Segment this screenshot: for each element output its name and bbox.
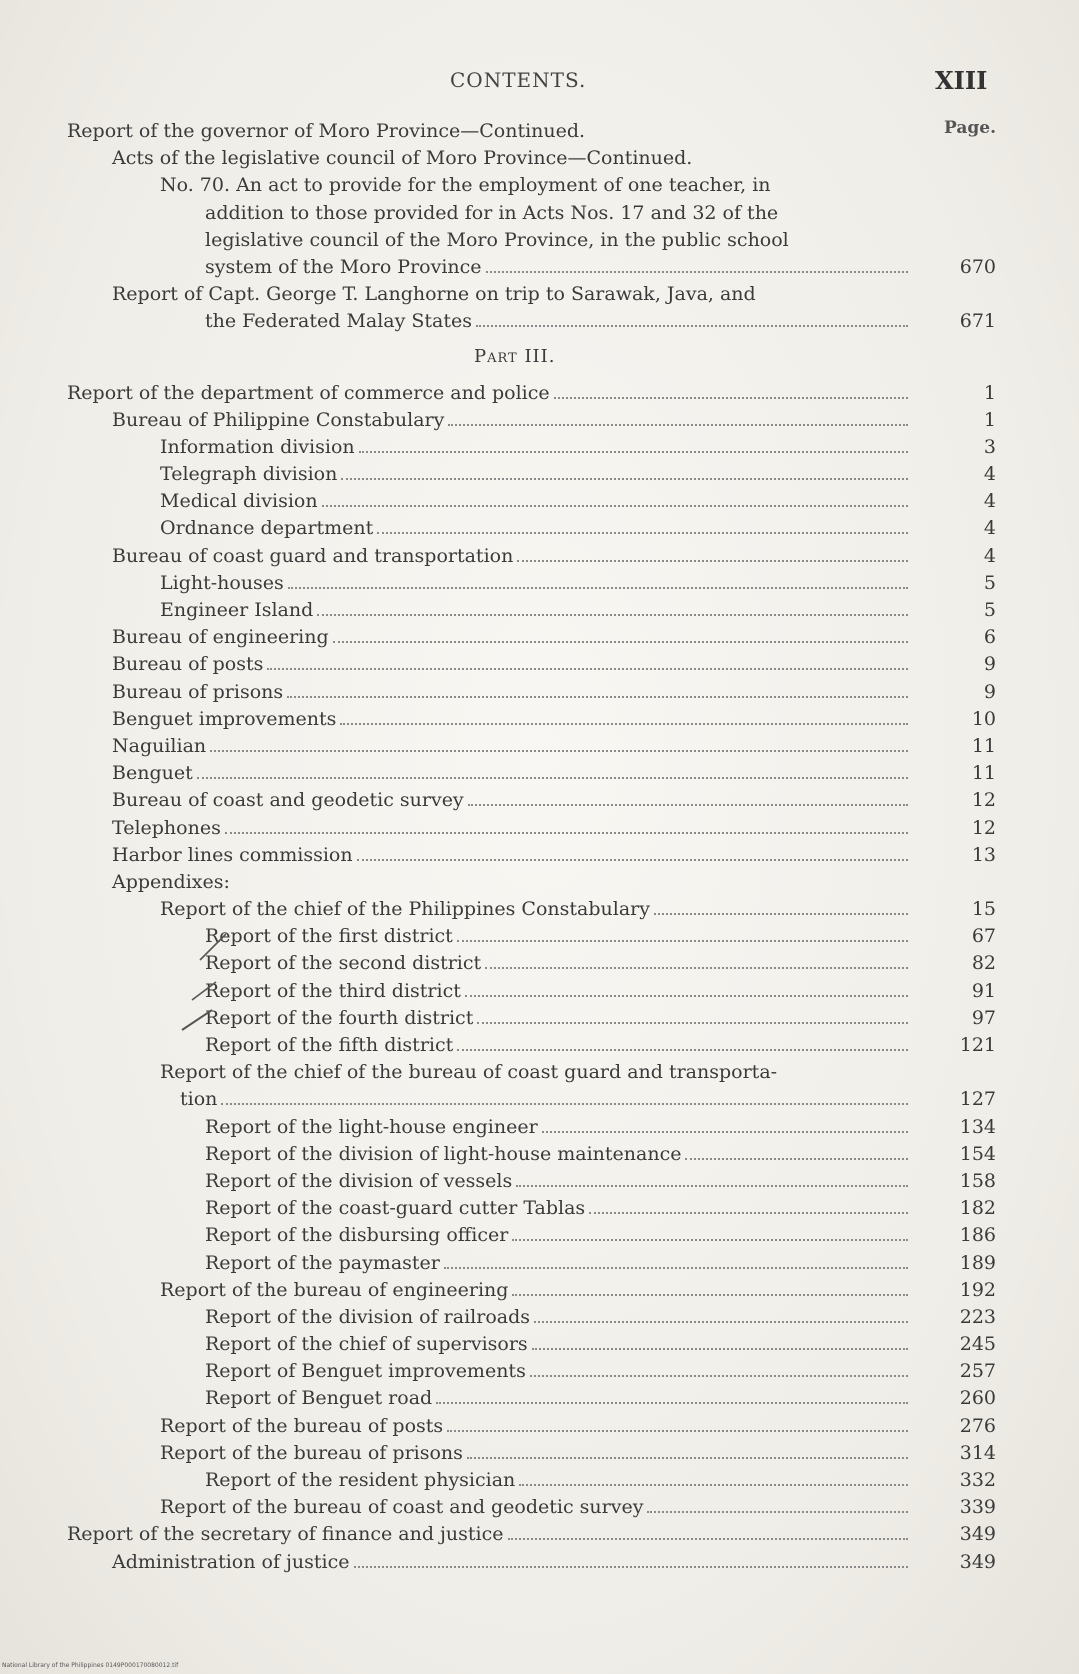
toc-entry-title: Report of the second district: [205, 952, 482, 975]
toc-entry-title: Report of the chief of the Philippines Constabulary: [160, 898, 650, 921]
dot-leader: [377, 515, 908, 543]
toc-row: [0, 543, 1079, 570]
dot-leader: [477, 1005, 908, 1033]
toc-page-number: 10: [971, 707, 996, 730]
scan-footer: National Library of the Philippines 0149P000170080012.tif: [2, 1662, 179, 1669]
toc-row: [0, 978, 1079, 1005]
toc-row: [0, 1521, 1079, 1548]
toc-entry-title: Bureau of prisons: [112, 680, 284, 703]
toc-entry-title: Report of Benguet road: [205, 1387, 433, 1410]
toc-entry-title: Appendixes:: [112, 870, 230, 893]
toc-entry-title: Report of Benguet improvements: [205, 1360, 526, 1383]
toc-entry-title: Bureau of Philippine Constabulary: [112, 408, 445, 431]
toc-page-number: 127: [959, 1088, 996, 1111]
toc-row: [0, 145, 1079, 172]
toc-page-number: 158: [959, 1169, 996, 1192]
part-heading: [0, 336, 1079, 380]
toc-page-number: 5: [983, 599, 996, 621]
toc-entry-title: Naguilian: [112, 734, 207, 757]
toc-entry-title: Report of the fifth district: [205, 1034, 454, 1056]
toc-entry-title: No. 70. An act to provide for the employment of one teacher, in: [160, 174, 771, 197]
toc-page-number: 15: [971, 898, 996, 921]
toc-entry-title: Report of the third district: [205, 979, 461, 1002]
toc-row: [0, 1005, 1079, 1032]
dot-leader: [333, 624, 908, 652]
toc-entry-title: Report of the division of vessels: [205, 1169, 513, 1192]
dot-leader: [486, 254, 908, 282]
toc-page-number: 3: [983, 435, 996, 458]
toc-page-number: 4: [983, 463, 996, 486]
dot-leader: [288, 570, 908, 598]
toc-entry-title: Light-houses: [160, 571, 284, 594]
toc-row: [0, 1059, 1079, 1086]
toc-row: [0, 1250, 1079, 1277]
dot-leader: [287, 679, 908, 707]
toc-page-number: 13: [971, 843, 996, 866]
toc-entry-title: Administration of justice: [112, 1550, 350, 1573]
toc-row: [0, 1440, 1079, 1467]
table-of-contents: [0, 118, 1079, 1576]
toc-row: [0, 461, 1079, 488]
toc-entry-title: Report of the paymaster: [205, 1251, 440, 1274]
toc-row: [0, 1549, 1079, 1576]
toc-entry-title: Report of the bureau of posts: [160, 1414, 444, 1437]
toc-row: [0, 1304, 1079, 1331]
dot-leader: [457, 1032, 908, 1060]
toc-page-number: 671: [959, 310, 996, 333]
toc-entry-title: Acts of the legislative council of Moro Province—Continued.: [112, 147, 693, 170]
toc-entry-title: Report of the bureau of engineering: [160, 1278, 509, 1301]
dot-leader: [357, 842, 908, 870]
toc-page-number: 12: [971, 816, 996, 839]
toc-row: [0, 1358, 1079, 1385]
toc-row: [0, 281, 1079, 308]
toc-entry-title: Ordnance department: [160, 517, 374, 540]
toc-row: [0, 1222, 1079, 1249]
toc-page-number: 223: [959, 1305, 996, 1328]
toc-entry-title: Report of the disbursing officer: [205, 1224, 509, 1247]
toc-entry-title: Report of Capt. George T. Langhorne on trip to Sarawak, Java, and: [112, 283, 756, 306]
toc-entry-title: Report of the department of commerce and police: [67, 381, 550, 404]
dot-leader: [517, 543, 908, 571]
toc-entry-title: Telephones: [112, 816, 221, 839]
toc-page-number: 192: [959, 1278, 996, 1301]
dot-leader: [267, 651, 908, 679]
toc-row: [0, 1195, 1079, 1222]
toc-entry-title: Report of the coast-guard cutter Tablas: [205, 1197, 586, 1220]
toc-row: [0, 787, 1079, 814]
toc-row: [0, 896, 1079, 923]
toc-page-number: 12: [971, 789, 996, 812]
dot-leader: [589, 1195, 908, 1223]
dot-leader: [534, 1304, 908, 1332]
toc-row: [0, 200, 1079, 227]
dot-leader: [530, 1358, 908, 1386]
toc-row: [0, 515, 1079, 542]
toc-row: [0, 1032, 1079, 1059]
toc-page-number: 1: [983, 381, 996, 404]
toc-page-number: 91: [971, 979, 996, 1002]
dot-leader: [512, 1277, 908, 1305]
toc-row: [0, 308, 1079, 335]
dot-leader: [340, 706, 908, 734]
toc-row: [0, 869, 1079, 896]
toc-row: [0, 1494, 1079, 1521]
toc-entry-title: Report of the fourth district: [205, 1006, 474, 1029]
dot-leader: [448, 407, 908, 435]
toc-row: [0, 597, 1079, 624]
toc-entry-title: Bureau of coast guard and transportation: [112, 544, 514, 567]
toc-entry-title: system of the Moro Province: [205, 255, 482, 278]
toc-row: [0, 950, 1079, 977]
toc-row: [0, 815, 1079, 842]
toc-entry-title: Bureau of engineering: [112, 626, 329, 649]
toc-row: [0, 118, 1079, 145]
toc-entry-title: Report of the secretary of finance and justice: [67, 1523, 504, 1546]
running-head: [0, 62, 1079, 102]
dot-leader: [512, 1222, 908, 1250]
part-three-entries: [0, 380, 1079, 1576]
dot-leader: [476, 308, 908, 336]
toc-entry-title: Report of the division of railroads: [205, 1305, 531, 1328]
toc-page-number: 4: [983, 490, 996, 513]
dot-leader: [508, 1521, 908, 1549]
dot-leader: [359, 434, 908, 462]
toc-row: [0, 651, 1079, 678]
toc-entry-title: Report of the first district: [205, 925, 453, 948]
dot-leader: [317, 597, 908, 625]
toc-page-number: 9: [983, 680, 996, 703]
toc-entry-title: Medical division: [160, 490, 318, 513]
toc-row: [0, 706, 1079, 733]
toc-page-number: 332: [959, 1469, 996, 1491]
toc-row: [0, 1413, 1079, 1440]
toc-row: [0, 1141, 1079, 1168]
toc-page-number: 134: [959, 1115, 996, 1138]
toc-entry-title: Report of the chief of the bureau of coast guard and transporta-: [160, 1061, 778, 1084]
dot-leader: [654, 896, 908, 924]
dot-leader: [457, 923, 908, 951]
toc-page-number: 182: [959, 1197, 996, 1220]
toc-row: [0, 923, 1079, 950]
toc-entry-title: Harbor lines commission: [112, 843, 353, 866]
toc-entry-title: Report of the division of light-house maintenance: [205, 1142, 682, 1165]
toc-row: [0, 1168, 1079, 1195]
toc-entry-title: the Federated Malay States: [205, 310, 473, 333]
toc-entry-title: Telegraph division: [160, 463, 338, 486]
toc-page-number: 82: [971, 952, 996, 975]
toc-page-number: 121: [959, 1034, 996, 1056]
toc-row: [0, 1467, 1079, 1494]
toc-row: [0, 733, 1079, 760]
page-column-label: Page.: [944, 118, 996, 138]
dot-leader: [436, 1385, 908, 1413]
toc-page-number: 349: [959, 1550, 996, 1573]
toc-page-number: 11: [971, 762, 996, 785]
toc-page-number: 4: [983, 517, 996, 540]
toc-page-number: 339: [959, 1496, 996, 1519]
toc-row: [0, 434, 1079, 461]
toc-entry-title: Benguet improvements: [112, 707, 337, 730]
toc-entry-title: Report of the bureau of prisons: [160, 1441, 463, 1464]
dot-leader: [447, 1413, 908, 1441]
toc-page-number: 1: [983, 408, 996, 431]
toc-page-number: 189: [959, 1251, 996, 1274]
toc-row: [0, 1385, 1079, 1412]
toc-page-number: 67: [971, 925, 996, 948]
toc-entry-title: Report of the bureau of coast and geodetic survey: [160, 1496, 644, 1519]
toc-row: [0, 570, 1079, 597]
dot-leader: [221, 1086, 908, 1114]
dot-leader: [467, 1440, 908, 1468]
dot-leader: [197, 760, 908, 788]
toc-entry-title: Report of the resident physician: [205, 1469, 516, 1491]
toc-row: [0, 760, 1079, 787]
running-head-title: CONTENTS.: [450, 68, 587, 92]
dot-leader: [485, 950, 908, 978]
toc-entry-title: Benguet: [112, 762, 193, 785]
dot-leader: [210, 733, 908, 761]
toc-row: [0, 254, 1079, 281]
toc-row: [0, 1086, 1079, 1113]
toc-page-number: 245: [959, 1333, 996, 1356]
toc-row: [0, 679, 1079, 706]
toc-page-number: 670: [959, 255, 996, 278]
toc-row: [0, 488, 1079, 515]
toc-page-number: 349: [959, 1523, 996, 1546]
dot-leader: [532, 1331, 908, 1359]
pen-mark-icon: [178, 930, 238, 1050]
toc-entry-title: Engineer Island: [160, 599, 314, 621]
toc-page-number: 260: [959, 1387, 996, 1410]
toc-row: [0, 407, 1079, 434]
toc-page-number: 11: [971, 734, 996, 757]
toc-row: [0, 842, 1079, 869]
toc-entry-title: Information division: [160, 435, 355, 458]
dot-leader: [354, 1549, 909, 1577]
continued-section: [0, 118, 1079, 336]
toc-entry-title: Bureau of posts: [112, 653, 264, 676]
running-head-page-number: XIII: [935, 66, 988, 95]
toc-page-number: 6: [983, 626, 996, 649]
toc-page-number: 4: [983, 544, 996, 567]
toc-page-number: 5: [983, 571, 996, 594]
dot-leader: [341, 461, 908, 489]
dot-leader: [542, 1114, 908, 1142]
part-heading-text: Part III.: [474, 345, 556, 367]
toc-row: [0, 1277, 1079, 1304]
toc-page-number: 154: [959, 1142, 996, 1165]
toc-row: [0, 227, 1079, 254]
dot-leader: [685, 1141, 908, 1169]
toc-row: [0, 380, 1079, 407]
toc-page-number: 97: [971, 1006, 996, 1029]
dot-leader: [322, 488, 908, 516]
dot-leader: [468, 787, 908, 815]
dot-leader: [516, 1168, 908, 1196]
toc-entry-title: Report of the light-house engineer: [205, 1115, 538, 1138]
toc-page-number: 9: [983, 653, 996, 676]
toc-page-number: 257: [959, 1360, 996, 1383]
dot-leader: [225, 815, 908, 843]
toc-page-number: 314: [959, 1441, 996, 1464]
toc-entry-title: tion: [180, 1088, 218, 1111]
toc-page-number: 276: [959, 1414, 996, 1437]
dot-leader: [554, 380, 908, 408]
toc-row: [0, 624, 1079, 651]
toc-row: [0, 172, 1079, 199]
toc-entry-title: addition to those provided for in Acts Nos. 17 and 32 of the: [205, 201, 779, 224]
dot-leader: [519, 1467, 908, 1495]
dot-leader: [647, 1494, 908, 1522]
dot-leader: [465, 978, 908, 1006]
toc-row: [0, 1114, 1079, 1141]
toc-page-number: 186: [959, 1224, 996, 1247]
toc-entry-title: Report of the governor of Moro Province—Continued.: [67, 120, 586, 142]
toc-entry-title: Report of the chief of supervisors: [205, 1333, 528, 1356]
toc-entry-title: legislative council of the Moro Province, in the public school: [205, 228, 789, 251]
dot-leader: [444, 1250, 908, 1278]
toc-entry-title: Bureau of coast and geodetic survey: [112, 789, 464, 812]
toc-row: [0, 1331, 1079, 1358]
